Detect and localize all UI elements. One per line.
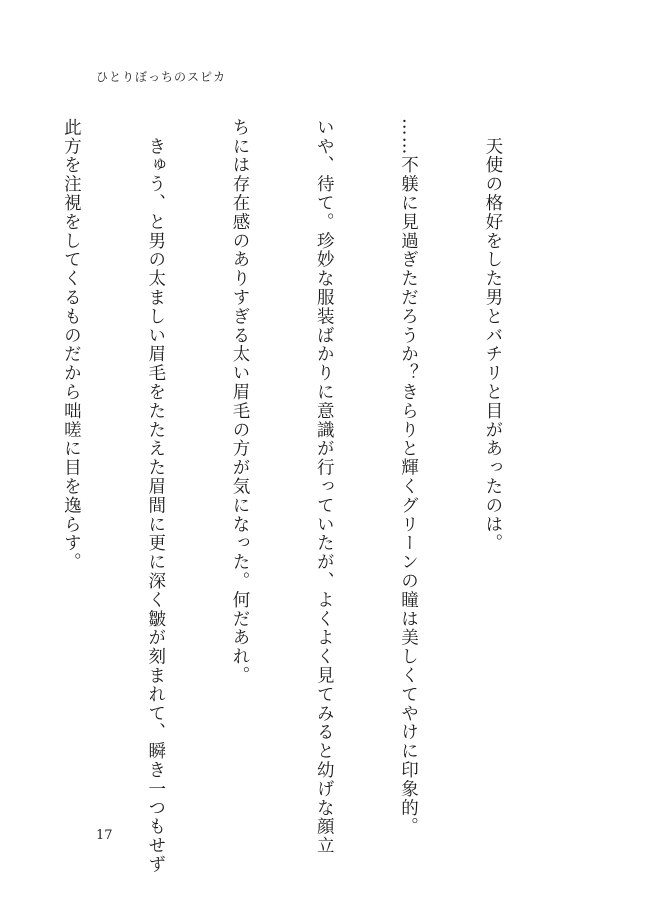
text-line: ちには存在感のありすぎる太い眉毛の方が気になった。何だあれ。 [229, 118, 250, 685]
text-line: いや、待て。珍妙な服装ばかりに意識が行っていたが、よくよく見てみると幼げな顔立 [314, 118, 335, 856]
text-line: きゅう、と男の太ましい眉毛をたたえた眉間に更に深く皺が刻まれて、瞬き一つもせず [145, 118, 166, 874]
running-head: ひとりぼっちのスピカ [96, 70, 227, 84]
text-line: ……不躾に見過ぎただろうか？きらりと輝くグリーンの瞳は美しくてやけに印象的。 [398, 118, 419, 837]
text-line [0, 118, 1, 818]
page-number: 17 [96, 828, 113, 843]
text-line: 天使の格好をした男とバチリと目があったのは。 [482, 118, 503, 553]
text-line: 此方を注視をしてくるものだから咄嗟に目を逸らす。 [61, 118, 82, 572]
